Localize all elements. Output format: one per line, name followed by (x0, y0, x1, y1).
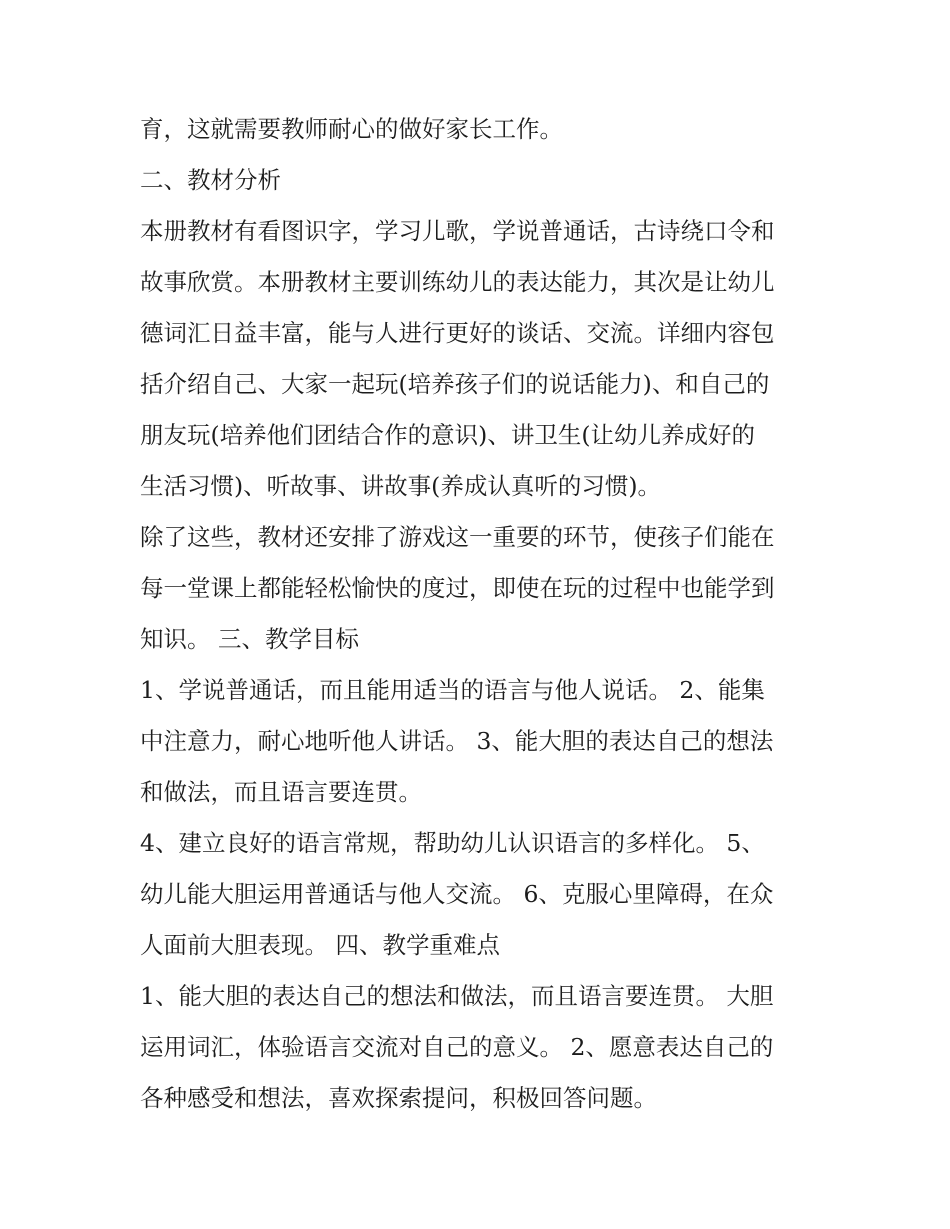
text-line: 1、学说普通话，而且能用适当的语言与他人说话。 2、能集 (140, 676, 765, 704)
text-line: 各种感受和想法，喜欢探索提问，积极回答问题。 (140, 1084, 657, 1112)
text-line: 幼儿能大胆运用普通话与他人交流。 6、克服心里障碍，在众 (140, 880, 774, 908)
text-line: 除了这些，教材还安排了游戏这一重要的环节，使孩子们能在 (140, 523, 775, 551)
text-line: 生活习惯)、听故事、讲故事(养成认真听的习惯)。 (140, 472, 662, 500)
text-line: 德词汇日益丰富，能与人进行更好的谈话、交流。详细内容包 (140, 319, 775, 347)
text-line: 故事欣赏。本册教材主要训练幼儿的表达能力，其次是让幼儿 (140, 268, 775, 296)
text-line: 和做法，而且语言要连贯。 (140, 778, 422, 806)
text-line: 每一堂课上都能轻松愉快的度过，即使在玩的过程中也能学到 (140, 574, 775, 602)
text-line: 运用词汇，体验语言交流对自己的意义。 2、愿意表达自己的 (140, 1033, 774, 1061)
text-line: 1、能大胆的表达自己的想法和做法，而且语言要连贯。 大胆 (140, 982, 774, 1010)
text-line: 知识。 三、教学目标 (140, 625, 359, 653)
text-line: 4、建立良好的语言常规，帮助幼儿认识语言的多样化。 5、 (140, 829, 765, 857)
text-line: 育，这就需要教师耐心的做好家长工作。 (140, 115, 563, 143)
text-line: 人面前大胆表现。 四、教学重难点 (140, 931, 500, 959)
text-line: 中注意力，耐心地听他人讲话。 3、能大胆的表达自己的想法 (140, 727, 774, 755)
text-line: 括介绍自己、大家一起玩(培养孩子们的说话能力)、和自己的 (140, 370, 770, 398)
section-heading-line: 二、教材分析 (140, 166, 281, 194)
text-line: 本册教材有看图识字，学习儿歌，学说普通话，古诗绕口令和 (140, 217, 775, 245)
document-body (140, 104, 830, 1124)
text-line: 朋友玩(培养他们团结合作的意识)、讲卫生(让幼儿养成好的 (140, 421, 756, 449)
